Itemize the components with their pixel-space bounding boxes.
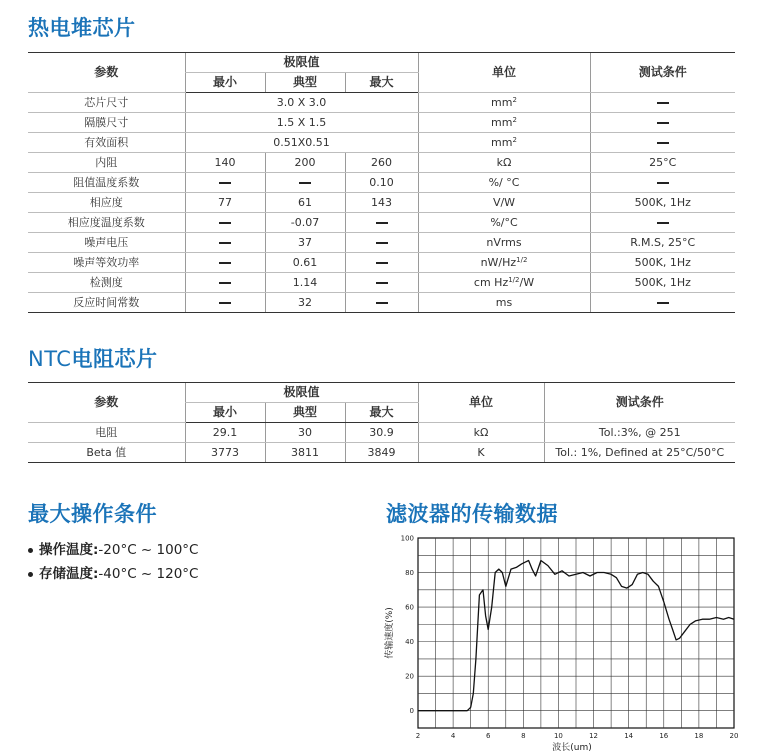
ntc-title <box>28 343 157 373</box>
unit-cell: kΩ <box>418 423 544 443</box>
table-row <box>28 173 735 193</box>
ntc-header-min: 最小 <box>185 403 265 423</box>
min-cell: 29.1 <box>185 423 265 443</box>
max-cell: 3849 <box>345 443 418 463</box>
header-condition: 测试条件 <box>590 53 735 93</box>
ntc-title-cn: 电阻芯片 <box>71 347 158 371</box>
min-cell <box>185 293 265 313</box>
min-cell: 140 <box>185 153 265 173</box>
dash-icon <box>219 302 231 304</box>
transmission-chart <box>378 528 750 755</box>
x-tick-label: 14 <box>624 732 634 740</box>
unit-cell: ms <box>418 293 590 313</box>
unit-cell: $mm^2$ <box>418 113 590 133</box>
unit-cell: %/ °C <box>418 173 590 193</box>
param-cell: 芯片尺寸 <box>28 93 185 113</box>
ntc-header-typ: 典型 <box>265 403 345 423</box>
condition-cell: 500K, 1Hz <box>590 193 735 213</box>
param-cell: 有效面积 <box>28 133 185 153</box>
operating-title: 最大操作条件 <box>28 502 157 526</box>
unit-cell: $mm^2$ <box>418 93 590 113</box>
table-row <box>28 113 735 133</box>
dash-icon <box>657 102 669 104</box>
condition-cell <box>590 133 735 153</box>
param-cell: 阻值温度系数 <box>28 173 185 193</box>
y-tick-label: 20 <box>405 672 414 681</box>
x-tick-label: 4 <box>450 732 456 740</box>
dash-icon <box>657 122 669 124</box>
table-row <box>28 93 735 113</box>
dash-icon <box>657 142 669 144</box>
unit-cell: %/°C <box>418 213 590 233</box>
x-tick-label: 8 <box>521 732 526 740</box>
typ-cell: 37 <box>265 233 345 253</box>
dash-icon <box>657 302 669 304</box>
header-unit: 单位 <box>418 53 590 93</box>
dash-icon <box>376 242 388 244</box>
table-row <box>28 133 735 153</box>
condition-cell: Tol.:3%, @ 251 <box>544 423 735 443</box>
x-tick-label: 10 <box>553 732 563 740</box>
typ-cell: 3811 <box>265 443 345 463</box>
param-cell: 电阻 <box>28 423 185 443</box>
table-row <box>28 273 735 293</box>
y-axis-label: 传输速度(%) <box>385 607 395 659</box>
max-cell: 30.9 <box>345 423 418 443</box>
min-cell <box>185 233 265 253</box>
table-row <box>28 153 735 173</box>
header-limit: 极限值 <box>185 53 418 73</box>
min-cell <box>185 273 265 293</box>
x-tick-label: 18 <box>694 732 704 740</box>
dash-icon <box>376 302 388 304</box>
dash-icon <box>219 222 231 224</box>
max-cell <box>345 273 418 293</box>
min-cell <box>185 173 265 193</box>
operating-item: 操作温度:-20°C ~ 100°C <box>28 538 198 562</box>
table-row <box>28 213 735 233</box>
typ-cell: 32 <box>265 293 345 313</box>
bullet-icon <box>28 572 33 577</box>
param-cell: 相应度 <box>28 193 185 213</box>
param-cell: 内阻 <box>28 153 185 173</box>
ntc-header-max: 最大 <box>345 403 418 423</box>
table-row <box>28 443 735 463</box>
dash-icon <box>219 242 231 244</box>
max-cell: 143 <box>345 193 418 213</box>
max-cell <box>345 253 418 273</box>
thermopile-title: 热电堆芯片 <box>28 16 136 40</box>
min-cell: 3773 <box>185 443 265 463</box>
condition-cell <box>590 113 735 133</box>
min-cell <box>185 253 265 273</box>
ntc-header-limit: 极限值 <box>185 383 418 403</box>
dash-icon <box>376 262 388 264</box>
param-cell: Beta 值 <box>28 443 185 463</box>
typ-cell: -0.07 <box>265 213 345 233</box>
dash-icon <box>219 282 231 284</box>
thermopile-spec-table <box>28 52 735 313</box>
condition-cell: R.M.S, 25°C <box>590 233 735 253</box>
condition-cell <box>590 213 735 233</box>
value-cell: 3.0 X 3.0 <box>185 93 418 113</box>
param-cell: 检测度 <box>28 273 185 293</box>
max-cell <box>345 233 418 253</box>
min-cell <box>185 213 265 233</box>
param-cell: 隔膜尺寸 <box>28 113 185 133</box>
y-tick-label: 60 <box>405 603 414 612</box>
condition-cell: Tol.: 1%, Defined at 25°C/50°C <box>544 443 735 463</box>
x-tick-label: 2 <box>415 732 421 740</box>
typ-cell: 30 <box>265 423 345 443</box>
x-tick-label: 16 <box>659 732 669 740</box>
header-typ: 典型 <box>265 73 345 93</box>
typ-cell: 61 <box>265 193 345 213</box>
condition-cell <box>590 173 735 193</box>
ntc-header-param: 参数 <box>28 383 185 423</box>
header-min: 最小 <box>185 73 265 93</box>
dash-icon <box>657 222 669 224</box>
table-row <box>28 423 735 443</box>
max-cell <box>345 213 418 233</box>
x-tick-label: 6 <box>485 732 491 740</box>
unit-cell: K <box>418 443 544 463</box>
max-cell <box>345 293 418 313</box>
y-tick-label: 40 <box>405 638 414 647</box>
operating-item: 存储温度:-40°C ~ 120°C <box>28 562 198 586</box>
value-cell: 0.51X0.51 <box>185 133 418 153</box>
x-tick-label: 12 <box>589 732 599 740</box>
table-row <box>28 293 735 313</box>
table-row <box>28 253 735 273</box>
value-cell: 1.5 X 1.5 <box>185 113 418 133</box>
param-cell: 噪声等效功率 <box>28 253 185 273</box>
dash-icon <box>219 262 231 264</box>
unit-cell: $nW/Hz^{1/2}$ <box>418 253 590 273</box>
max-cell: 0.10 <box>345 173 418 193</box>
min-cell: 77 <box>185 193 265 213</box>
y-tick-label: 100 <box>400 534 414 543</box>
typ-cell: 200 <box>265 153 345 173</box>
unit-cell: V/W <box>418 193 590 213</box>
table-row <box>28 233 735 253</box>
header-max: 最大 <box>345 73 418 93</box>
x-axis-label: 波长(um) <box>552 743 592 753</box>
dash-icon <box>376 282 388 284</box>
param-cell: 噪声电压 <box>28 233 185 253</box>
typ-cell <box>265 173 345 193</box>
filter-title: 滤波器的传输数据 <box>386 502 558 526</box>
operating-conditions-list <box>28 538 198 586</box>
param-cell: 反应时间常数 <box>28 293 185 313</box>
ntc-header-condition: 测试条件 <box>544 383 735 423</box>
typ-cell: 1.14 <box>265 273 345 293</box>
unit-cell: kΩ <box>418 153 590 173</box>
unit-cell: $mm^2$ <box>418 133 590 153</box>
y-tick-label: 80 <box>405 569 414 578</box>
dash-icon <box>299 182 311 184</box>
y-tick-label: 0 <box>409 707 414 716</box>
table-row <box>28 193 735 213</box>
ntc-header-unit: 单位 <box>418 383 544 423</box>
unit-cell: cm $Hz^{1/2}/W$ <box>418 273 590 293</box>
dash-icon <box>376 222 388 224</box>
condition-cell <box>590 93 735 113</box>
dash-icon <box>219 182 231 184</box>
unit-cell: nVrms <box>418 233 590 253</box>
typ-cell: 0.61 <box>265 253 345 273</box>
condition-cell: 500K, 1Hz <box>590 273 735 293</box>
condition-cell: 25°C <box>590 153 735 173</box>
param-cell: 相应度温度系数 <box>28 213 185 233</box>
condition-cell <box>590 293 735 313</box>
dash-icon <box>657 182 669 184</box>
ntc-spec-table <box>28 382 735 463</box>
condition-cell: 500K, 1Hz <box>590 253 735 273</box>
bullet-icon <box>28 548 33 553</box>
header-param: 参数 <box>28 53 185 93</box>
max-cell: 260 <box>345 153 418 173</box>
x-tick-label: 20 <box>729 732 739 740</box>
ntc-title-latin: NTC <box>28 347 72 371</box>
